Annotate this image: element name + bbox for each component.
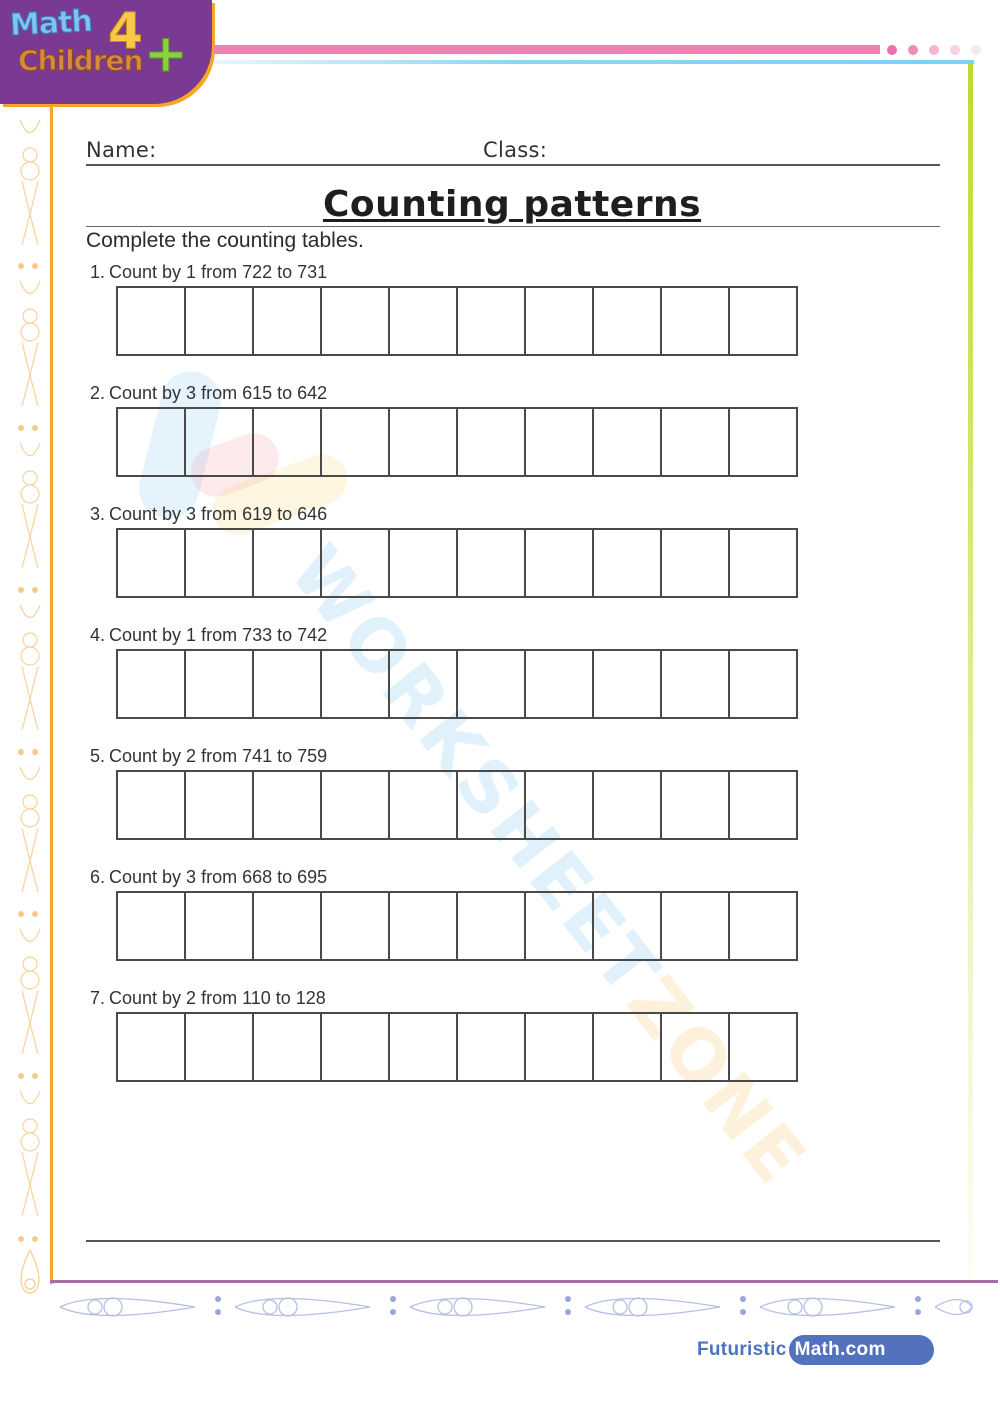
ornament-dot-icon [215,1309,221,1315]
ornament-dot-icon [32,587,38,593]
logo-text-children: Children [18,44,143,77]
problem-number: 6. [90,867,106,887]
right-border [968,64,973,1284]
answer-cell[interactable] [322,1014,390,1080]
answer-cell[interactable] [526,893,594,959]
problem-number: 4. [90,625,106,645]
answer-cell[interactable] [662,893,730,959]
answer-cell[interactable] [118,651,186,717]
answer-cell[interactable] [594,409,662,475]
problem-label: Count by 3 from 615 to 642 [109,383,328,403]
ornament-icon [10,276,50,416]
answer-cell[interactable] [186,409,254,475]
problem-number: 5. [90,746,106,766]
problem-label: Count by 3 from 619 to 646 [109,504,328,524]
answer-cell[interactable] [458,1014,526,1080]
ornament-dot-icon [32,1236,38,1242]
answer-cell[interactable] [322,288,390,354]
problem-3 [90,504,327,525]
answer-cell[interactable] [526,1014,594,1080]
ornament-icon [55,1290,205,1324]
problem-5 [90,746,327,767]
answer-cell[interactable] [390,530,458,596]
answer-cell[interactable] [118,772,186,838]
answer-cell[interactable] [526,288,594,354]
answer-cell[interactable] [186,530,254,596]
ornament-dot-icon [390,1296,396,1302]
answer-cell[interactable] [526,772,594,838]
problem-label: Count by 2 from 741 to 759 [109,746,328,766]
answer-cell[interactable] [594,651,662,717]
ornament-icon [10,1248,50,1298]
answer-cell[interactable] [662,772,730,838]
answer-cell[interactable] [730,288,796,354]
ornament-dot-icon [32,425,38,431]
decor-dot-icon [887,45,897,55]
answer-cell[interactable] [254,1014,322,1080]
answer-cell[interactable] [730,409,796,475]
answer-cell[interactable] [322,893,390,959]
answer-cell[interactable] [390,1014,458,1080]
answer-cell[interactable] [118,288,186,354]
ornament-dot-icon [565,1309,571,1315]
answer-grid [116,891,798,961]
answer-cell[interactable] [730,530,796,596]
answer-cell[interactable] [526,409,594,475]
answer-cell[interactable] [662,288,730,354]
answer-cell[interactable] [730,1014,796,1080]
answer-cell[interactable] [458,772,526,838]
answer-cell[interactable] [458,409,526,475]
logo-plus-icon: + [144,24,188,84]
answer-cell[interactable] [526,651,594,717]
problem-4 [90,625,327,646]
ornament-icon [405,1290,555,1324]
logo-text-math: Math [9,3,93,44]
problem-2 [90,383,327,404]
answer-grid [116,286,798,356]
answer-cell[interactable] [730,651,796,717]
answer-cell[interactable] [186,288,254,354]
answer-cell[interactable] [662,530,730,596]
ornament-icon [755,1290,905,1324]
answer-cell[interactable] [662,409,730,475]
answer-cell[interactable] [186,651,254,717]
answer-cell[interactable] [118,1014,186,1080]
problem-number: 3. [90,504,106,524]
footer-rule [86,1240,940,1242]
ornament-dot-icon [18,425,24,431]
answer-cell[interactable] [118,893,186,959]
answer-cell[interactable] [662,1014,730,1080]
bottom-border [50,1280,998,1283]
ornament-icon [10,600,50,740]
answer-cell[interactable] [322,772,390,838]
answer-cell[interactable] [118,409,186,475]
ornament-dot-icon [32,263,38,269]
ornament-dot-icon [18,263,24,269]
logo-panel [0,0,212,104]
answer-cell[interactable] [118,530,186,596]
answer-cell[interactable] [322,651,390,717]
answer-cell[interactable] [730,772,796,838]
name-label: Name: [86,138,157,162]
ornament-icon [10,924,50,1064]
problem-6 [90,867,327,888]
answer-cell[interactable] [390,893,458,959]
answer-cell[interactable] [186,772,254,838]
answer-grid [116,1012,798,1082]
answer-cell[interactable] [390,651,458,717]
problem-label: Count by 2 from 110 to 128 [109,988,326,1008]
ornament-dot-icon [32,1073,38,1079]
answer-cell[interactable] [254,288,322,354]
ornament-dot-icon [18,1236,24,1242]
problem-1 [90,262,327,283]
footer-brand [697,1334,934,1366]
answer-grid [116,528,798,598]
answer-cell[interactable] [458,651,526,717]
ornament-dot-icon [565,1296,571,1302]
answer-cell[interactable] [458,530,526,596]
watermark-part1: WORKSHEET [273,530,678,1014]
ornament-dot-icon [18,911,24,917]
ornament-dot-icon [740,1309,746,1315]
ornament-icon [580,1290,730,1324]
decor-dot-icon [971,45,981,55]
problem-label: Count by 1 from 722 to 731 [109,262,328,282]
left-border [50,104,53,1284]
decor-dot-icon [908,45,918,55]
answer-grid [116,770,798,840]
ornament-dot-icon [18,749,24,755]
decor-dot-icon [929,45,939,55]
decor-dot-icon [950,45,960,55]
problem-number: 7. [90,988,106,1008]
answer-cell[interactable] [186,1014,254,1080]
footer-brand-left: Futuristic [697,1339,787,1360]
answer-cell[interactable] [594,893,662,959]
page-title: Counting patterns [322,184,702,225]
answer-cell[interactable] [594,1014,662,1080]
watermark-text [274,530,824,1201]
instructions: Complete the counting tables. [86,229,364,252]
ornament-dot-icon [390,1309,396,1315]
answer-cell[interactable] [594,530,662,596]
watermark-part2: ZONE [610,961,825,1202]
answer-cell[interactable] [254,893,322,959]
title-rule [86,226,940,227]
answer-cell[interactable] [458,288,526,354]
problem-number: 2. [90,383,106,403]
logo-badge-four: 4 [108,2,143,60]
ornament-dot-icon [915,1309,921,1315]
ornament-dot-icon [32,911,38,917]
answer-cell[interactable] [730,893,796,959]
answer-cell[interactable] [390,772,458,838]
ornament-icon [930,1290,990,1324]
ornament-dot-icon [915,1296,921,1302]
top-blue-bar [214,60,974,64]
answer-cell[interactable] [390,288,458,354]
problem-label: Count by 1 from 733 to 742 [109,625,328,645]
answer-cell[interactable] [594,772,662,838]
answer-cell[interactable] [254,530,322,596]
ornament-dot-icon [32,749,38,755]
answer-cell[interactable] [322,409,390,475]
ornament-dot-icon [740,1296,746,1302]
answer-cell[interactable] [254,651,322,717]
answer-cell[interactable] [662,651,730,717]
ornament-dot-icon [18,587,24,593]
class-label: Class: [483,138,548,162]
answer-cell[interactable] [322,530,390,596]
answer-cell[interactable] [594,288,662,354]
problem-7 [90,988,326,1009]
answer-cell[interactable] [186,893,254,959]
answer-grid [116,649,798,719]
ornament-icon [10,438,50,578]
answer-cell[interactable] [254,409,322,475]
ornament-icon [230,1290,380,1324]
ornament-icon [10,762,50,902]
answer-cell[interactable] [390,409,458,475]
problem-label: Count by 3 from 668 to 695 [109,867,328,887]
answer-cell[interactable] [526,530,594,596]
answer-cell[interactable] [458,893,526,959]
answer-cell[interactable] [254,772,322,838]
footer-brand-pill: Math.com [789,1335,934,1365]
name-class-rule[interactable] [86,164,940,166]
ornament-icon [10,1086,50,1226]
top-pink-bar [214,45,880,54]
problem-number: 1. [90,262,106,282]
ornament-dot-icon [18,1073,24,1079]
ornament-dot-icon [215,1296,221,1302]
answer-grid [116,407,798,477]
